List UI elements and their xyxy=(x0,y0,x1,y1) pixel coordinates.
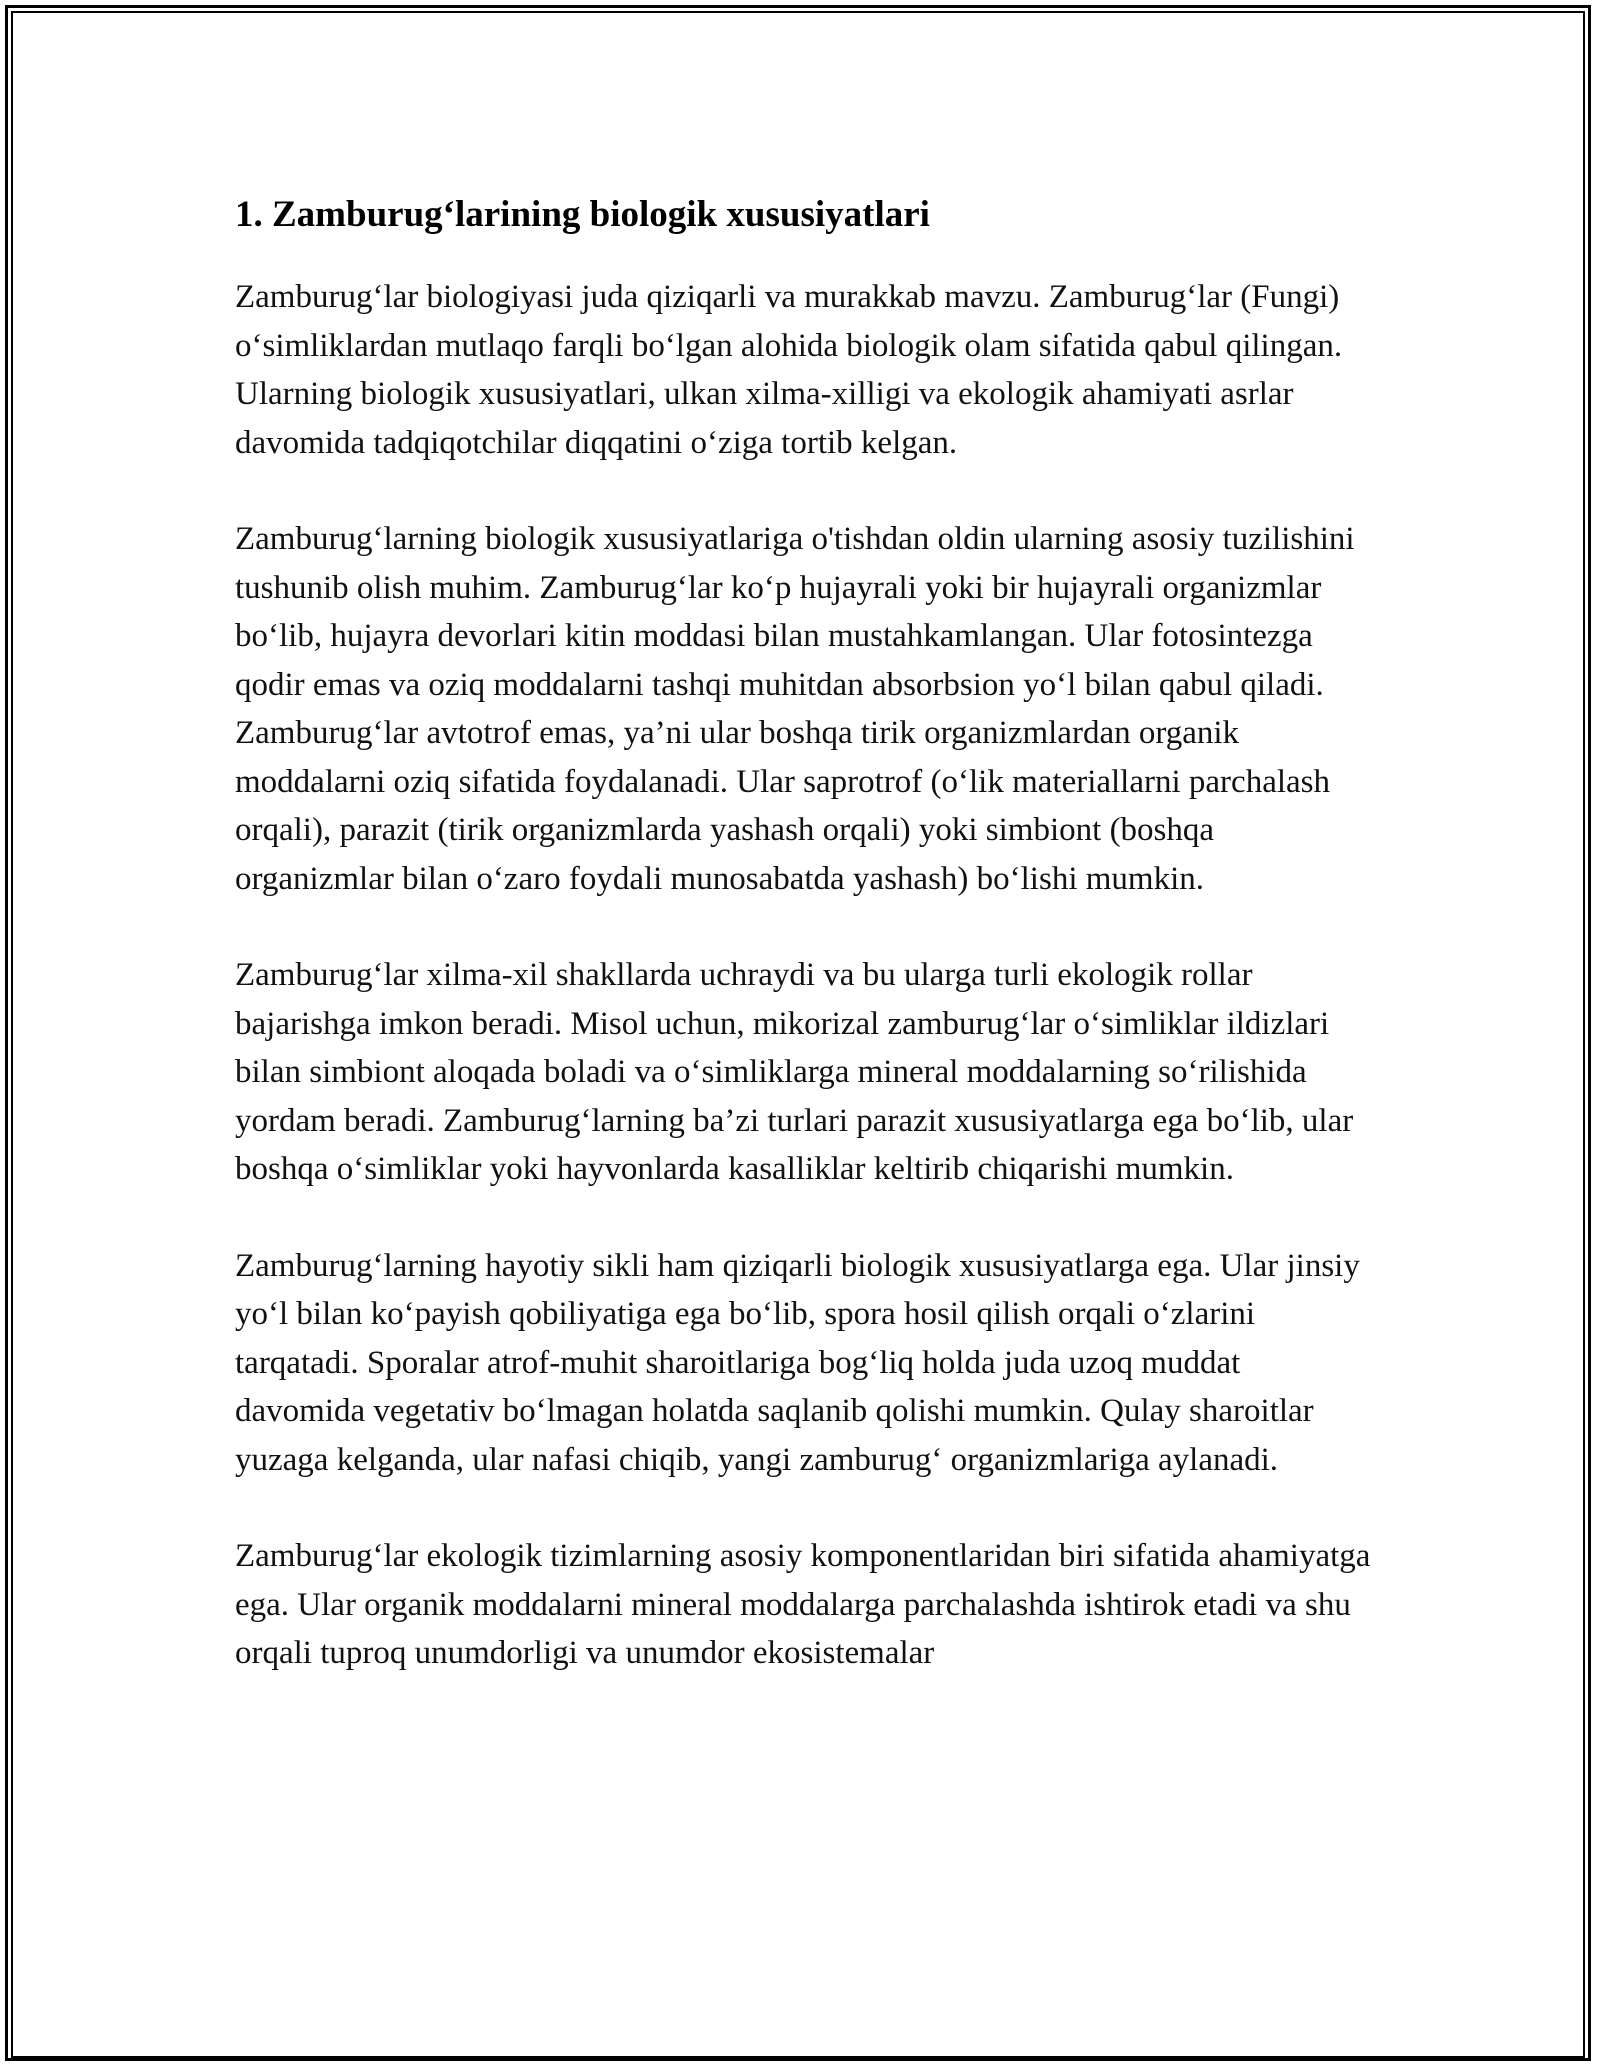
section-heading: 1. Zamburug‘larining biologik xususiyatlari xyxy=(235,194,930,235)
paragraph-4: Zamburug‘larning hayotiy sikli ham qiziqarli biologik xususiyatlarga ega. Ular jinsiy yo‘l bilan ko‘payish qobiliyatiga ega bo‘lib, spora hosil qilish orqali o‘zlarini tarqatadi. Sporalar atrof-muhit sharoitlariga bog‘liq holda juda uzoq muddat davomida vegetativ bo‘lmagan holatda saqlanib qolishi mumkin. Qulay sharoitlar yuzaga kelganda, ular nafasi chiqib, yangi zamburug‘ organizmlariga aylanadi. xyxy=(235,1247,1360,1478)
paragraph-3: Zamburug‘lar xilma-xil shakllarda uchraydi va bu ularga turli ekologik rollar bajarishga imkon beradi. Misol uchun, mikorizal zamburug‘lar o‘simliklar ildizlari bilan simbiont aloqada boladi va o‘simliklarga mineral moddalarning so‘rilishida yordam beradi. Zamburug‘larning ba’zi turlari parazit xususiyatlarga ega bo‘lib, ular boshqa o‘simliklar yoki hayvonlarda kasalliklar keltirib chiqarishi mumkin. xyxy=(235,957,1354,1187)
paragraph-2: Zamburug‘larning biologik xususiyatlariga o'tishdan oldin ularning asosiy tuzilishini tushunib olish muhim. Zamburug‘lar ko‘p hujayrali yoki bir hujayrali organizmlar bo‘lib, hujayra devorlari kitin moddasi bilan mustahkamlangan. Ular fotosintezga qodir emas va oziq moddalarni tashqi muhitdan absorbsion yo‘l bilan qabul qiladi. Zamburug‘lar avtotrof emas, ya’ni ular boshqa tirik organizmlardan organik moddalarni oziq sifatida foydalanadi. Ular saprotrof (o‘lik materiallarni parchalash orqali), parazit (tirik organizmlarda yashash orqali) yoki simbiont (boshqa organizmlar bilan o‘zaro foydali munosabatda yashash) bo‘lishi mumkin. xyxy=(235,521,1355,897)
document-body xyxy=(235,185,1375,1726)
paragraph-5: Zamburug‘lar ekologik tizimlarning asosiy komponentlaridan biri sifatida ahamiyatga ega. Ular organik moddalarni mineral moddalarga parchalashda ishtirok etadi va shu orqali tuproq unumdorligi va unumdor ekosistemalar xyxy=(235,1538,1371,1671)
paragraph-1: Zamburug‘lar biologiyasi juda qiziqarli va murakkab mavzu. Zamburug‘lar (Fungi) o‘simliklardan mutlaqo farqli bo‘lgan alohida biologik olam sifatida qabul qilingan. Ularning biologik xususiyatlari, ulkan xilma-xilligi va ekologik ahamiyati asrlar davomida tadqiqotchilar diqqatini o‘ziga tortib kelgan. xyxy=(235,279,1343,461)
